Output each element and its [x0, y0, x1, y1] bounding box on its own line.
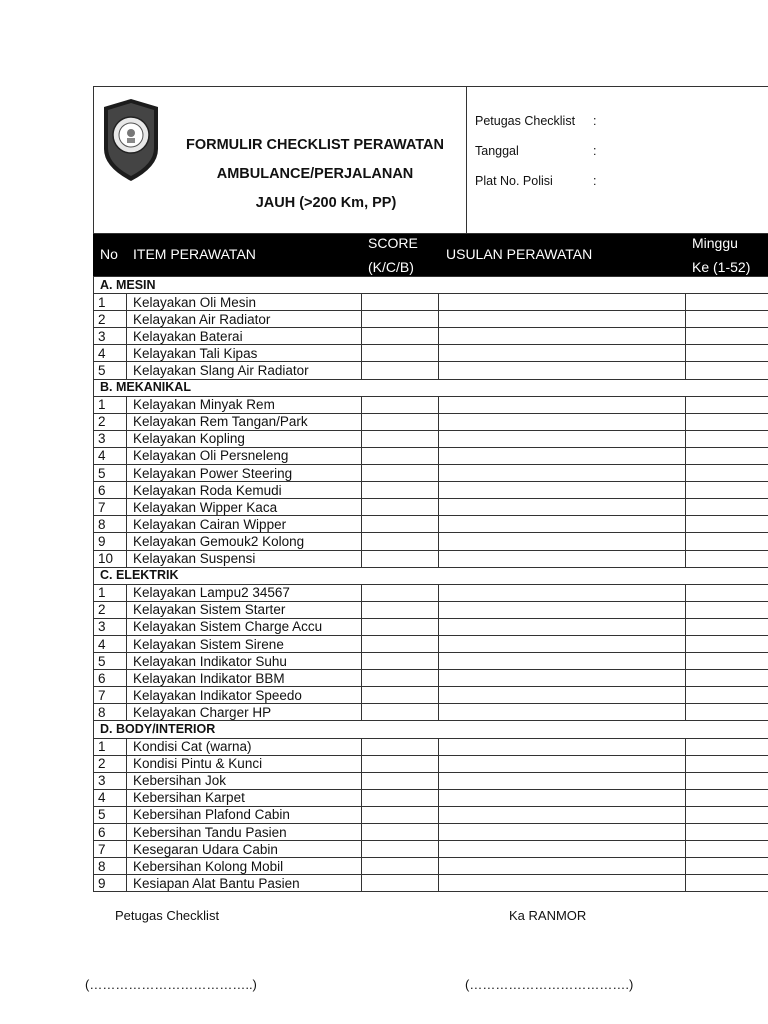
table-row	[94, 738, 768, 755]
table-row	[94, 670, 768, 687]
usulan-cell[interactable]	[439, 362, 686, 379]
row-no: 1	[94, 738, 127, 755]
row-item: Kondisi Cat (warna)	[127, 738, 362, 755]
row-no: 5	[94, 465, 127, 482]
score-cell[interactable]	[362, 738, 439, 755]
table-row	[94, 328, 768, 345]
usulan-cell[interactable]	[439, 465, 686, 482]
section-title: B. MEKANIKAL	[94, 379, 362, 396]
info-label: Tanggal	[475, 144, 519, 158]
row-no: 5	[94, 806, 127, 823]
usulan-cell[interactable]	[439, 584, 686, 601]
usulan-cell[interactable]	[439, 618, 686, 635]
col-usulan: USULAN PERAWATAN	[446, 246, 593, 262]
signature-line-ka-ranmor[interactable]: (……………………………….)	[465, 977, 634, 992]
score-cell[interactable]	[362, 499, 439, 516]
usulan-cell[interactable]	[439, 311, 686, 328]
info-colon: :	[593, 174, 597, 188]
row-item: Kebersihan Tandu Pasien	[127, 824, 362, 841]
table-row	[94, 499, 768, 516]
score-cell[interactable]	[362, 482, 439, 499]
minggu-cell[interactable]	[686, 499, 768, 516]
minggu-cell[interactable]	[686, 294, 768, 311]
usulan-cell[interactable]	[439, 550, 686, 567]
minggu-cell[interactable]	[686, 824, 768, 841]
score-cell[interactable]	[362, 447, 439, 464]
row-item: Kelayakan Indikator Speedo	[127, 687, 362, 704]
score-cell[interactable]	[362, 806, 439, 823]
usulan-cell[interactable]	[439, 789, 686, 806]
section-title: D. BODY/INTERIOR	[94, 721, 362, 738]
row-item: Kelayakan Baterai	[127, 328, 362, 345]
row-item: Kelayakan Power Steering	[127, 465, 362, 482]
row-no: 9	[94, 875, 127, 892]
table-row	[94, 687, 768, 704]
table-row	[94, 584, 768, 601]
row-no: 2	[94, 755, 127, 772]
row-item: Kesiapan Alat Bantu Pasien	[127, 875, 362, 892]
usulan-cell[interactable]	[439, 738, 686, 755]
row-no: 2	[94, 601, 127, 618]
score-cell[interactable]	[362, 755, 439, 772]
section-row	[94, 567, 768, 584]
usulan-cell[interactable]	[439, 806, 686, 823]
row-no: 3	[94, 618, 127, 635]
row-item: Kesegaran Udara Cabin	[127, 841, 362, 858]
score-cell[interactable]	[362, 396, 439, 413]
score-cell[interactable]	[362, 550, 439, 567]
table-row	[94, 806, 768, 823]
score-cell[interactable]	[362, 635, 439, 652]
minggu-cell[interactable]	[686, 550, 768, 567]
minggu-cell[interactable]	[686, 465, 768, 482]
score-cell[interactable]	[362, 618, 439, 635]
minggu-cell[interactable]	[686, 328, 768, 345]
usulan-cell[interactable]	[439, 482, 686, 499]
section-spacer	[362, 277, 768, 294]
row-item: Kelayakan Lampu2 34567	[127, 584, 362, 601]
minggu-cell[interactable]	[686, 635, 768, 652]
section-row	[94, 721, 768, 738]
score-cell[interactable]	[362, 584, 439, 601]
minggu-cell[interactable]	[686, 396, 768, 413]
score-cell[interactable]	[362, 841, 439, 858]
row-item: Kelayakan Tali Kipas	[127, 345, 362, 362]
table-row	[94, 294, 768, 311]
row-no: 2	[94, 311, 127, 328]
checklist-table	[93, 276, 768, 892]
score-cell[interactable]	[362, 653, 439, 670]
minggu-cell[interactable]	[686, 584, 768, 601]
row-item: Kebersihan Karpet	[127, 789, 362, 806]
row-item: Kebersihan Kolong Mobil	[127, 858, 362, 875]
row-no: 2	[94, 413, 127, 430]
minggu-cell[interactable]	[686, 447, 768, 464]
table-row	[94, 465, 768, 482]
minggu-cell[interactable]	[686, 516, 768, 533]
table-row	[94, 824, 768, 841]
form-title-line-3: JAUH (>200 Km, PP)	[255, 195, 397, 211]
row-no: 8	[94, 704, 127, 721]
col-minggu-line-1: Minggu	[692, 235, 738, 251]
minggu-cell[interactable]	[686, 482, 768, 499]
row-item: Kelayakan Cairan Wipper	[127, 516, 362, 533]
table-row	[94, 482, 768, 499]
row-no: 4	[94, 635, 127, 652]
table-row	[94, 601, 768, 618]
row-item: Kelayakan Kopling	[127, 430, 362, 447]
row-item: Kelayakan Slang Air Radiator	[127, 362, 362, 379]
col-score-line-2: (K/C/B)	[368, 259, 414, 275]
score-cell[interactable]	[362, 516, 439, 533]
section-row	[94, 379, 768, 396]
usulan-cell[interactable]	[439, 516, 686, 533]
usulan-cell[interactable]	[439, 447, 686, 464]
row-no: 1	[94, 584, 127, 601]
checklist-form	[93, 86, 768, 892]
table-row	[94, 430, 768, 447]
table-row	[94, 413, 768, 430]
usulan-cell[interactable]	[439, 653, 686, 670]
table-row	[94, 875, 768, 892]
row-no: 3	[94, 772, 127, 789]
row-item: Kelayakan Air Radiator	[127, 311, 362, 328]
section-spacer	[362, 379, 768, 396]
row-no: 4	[94, 789, 127, 806]
table-row	[94, 704, 768, 721]
form-header	[93, 86, 768, 234]
usulan-cell[interactable]	[439, 858, 686, 875]
info-colon: :	[593, 144, 597, 158]
minggu-cell[interactable]	[686, 601, 768, 618]
score-cell[interactable]	[362, 704, 439, 721]
score-cell[interactable]	[362, 345, 439, 362]
table-row	[94, 755, 768, 772]
col-no: No	[100, 246, 118, 262]
minggu-cell[interactable]	[686, 704, 768, 721]
minggu-cell[interactable]	[686, 841, 768, 858]
score-cell[interactable]	[362, 789, 439, 806]
table-row	[94, 653, 768, 670]
row-no: 7	[94, 499, 127, 516]
row-item: Kelayakan Indikator Suhu	[127, 653, 362, 670]
minggu-cell[interactable]	[686, 755, 768, 772]
row-item: Kelayakan Minyak Rem	[127, 396, 362, 413]
row-no: 8	[94, 516, 127, 533]
col-score-line-1: SCORE	[368, 235, 418, 251]
row-item: Kelayakan Rem Tangan/Park	[127, 413, 362, 430]
score-cell[interactable]	[362, 601, 439, 618]
row-item: Kelayakan Sistem Starter	[127, 601, 362, 618]
usulan-cell[interactable]	[439, 396, 686, 413]
info-petugas-checklist[interactable]	[475, 114, 597, 128]
usulan-cell[interactable]	[439, 755, 686, 772]
usulan-cell[interactable]	[439, 772, 686, 789]
row-item: Kebersihan Plafond Cabin	[127, 806, 362, 823]
minggu-cell[interactable]	[686, 618, 768, 635]
row-no: 6	[94, 824, 127, 841]
signature-line-petugas[interactable]: (………………………………..)	[85, 977, 257, 992]
signature-label-petugas: Petugas Checklist	[115, 908, 220, 923]
col-minggu-line-2: Ke (1-52)	[692, 259, 751, 275]
table-row	[94, 841, 768, 858]
row-item: Kelayakan Gemouk2 Kolong	[127, 533, 362, 550]
row-no: 1	[94, 396, 127, 413]
row-item: Kelayakan Oli Persneleng	[127, 447, 362, 464]
row-no: 6	[94, 482, 127, 499]
row-item: Kebersihan Jok	[127, 772, 362, 789]
section-spacer	[362, 567, 768, 584]
minggu-cell[interactable]	[686, 875, 768, 892]
usulan-cell[interactable]	[439, 294, 686, 311]
police-shield-logo-icon	[100, 97, 162, 183]
usulan-cell[interactable]	[439, 430, 686, 447]
section-spacer	[362, 721, 768, 738]
usulan-cell[interactable]	[439, 345, 686, 362]
row-no: 5	[94, 653, 127, 670]
table-row	[94, 858, 768, 875]
row-item: Kelayakan Wipper Kaca	[127, 499, 362, 516]
score-cell[interactable]	[362, 687, 439, 704]
table-row	[94, 789, 768, 806]
score-cell[interactable]	[362, 311, 439, 328]
info-label: Petugas Checklist	[475, 114, 576, 128]
row-no: 6	[94, 670, 127, 687]
table-row	[94, 635, 768, 652]
row-item: Kelayakan Roda Kemudi	[127, 482, 362, 499]
usulan-cell[interactable]	[439, 824, 686, 841]
score-cell[interactable]	[362, 430, 439, 447]
signature-label-ka-ranmor: Ka RANMOR	[509, 908, 587, 923]
row-no: 4	[94, 447, 127, 464]
table-row	[94, 516, 768, 533]
usulan-cell[interactable]	[439, 328, 686, 345]
usulan-cell[interactable]	[439, 635, 686, 652]
usulan-cell[interactable]	[439, 687, 686, 704]
score-cell[interactable]	[362, 328, 439, 345]
score-cell[interactable]	[362, 772, 439, 789]
score-cell[interactable]	[362, 875, 439, 892]
row-no: 3	[94, 328, 127, 345]
minggu-cell[interactable]	[686, 311, 768, 328]
minggu-cell[interactable]	[686, 533, 768, 550]
minggu-cell[interactable]	[686, 806, 768, 823]
usulan-cell[interactable]	[439, 601, 686, 618]
row-no: 7	[94, 687, 127, 704]
minggu-cell[interactable]	[686, 430, 768, 447]
row-no: 8	[94, 858, 127, 875]
minggu-cell[interactable]	[686, 738, 768, 755]
score-cell[interactable]	[362, 858, 439, 875]
row-no: 4	[94, 345, 127, 362]
score-cell[interactable]	[362, 465, 439, 482]
form-title-line-2: AMBULANCE/PERJALANAN	[216, 166, 414, 182]
table-header	[93, 234, 768, 276]
table-row	[94, 550, 768, 567]
row-item: Kelayakan Charger HP	[127, 704, 362, 721]
usulan-cell[interactable]	[439, 704, 686, 721]
usulan-cell[interactable]	[439, 670, 686, 687]
minggu-cell[interactable]	[686, 789, 768, 806]
row-item: Kelayakan Sistem Sirene	[127, 635, 362, 652]
minggu-cell[interactable]	[686, 345, 768, 362]
table-row	[94, 533, 768, 550]
row-no: 9	[94, 533, 127, 550]
usulan-cell[interactable]	[439, 499, 686, 516]
minggu-cell[interactable]	[686, 858, 768, 875]
section-title: A. MESIN	[94, 277, 362, 294]
row-item: Kelayakan Indikator BBM	[127, 670, 362, 687]
table-row	[94, 311, 768, 328]
row-no: 3	[94, 430, 127, 447]
usulan-cell[interactable]	[439, 533, 686, 550]
form-title-line-1: FORMULIR CHECKLIST PERAWATAN	[185, 137, 445, 153]
score-cell[interactable]	[362, 413, 439, 430]
info-tanggal[interactable]	[475, 144, 597, 158]
row-item: Kelayakan Sistem Charge Accu	[127, 618, 362, 635]
row-item: Kelayakan Suspensi	[127, 550, 362, 567]
minggu-cell[interactable]	[686, 670, 768, 687]
row-no: 7	[94, 841, 127, 858]
minggu-cell[interactable]	[686, 413, 768, 430]
usulan-cell[interactable]	[439, 841, 686, 858]
info-label: Plat No. Polisi	[475, 174, 553, 188]
score-cell[interactable]	[362, 533, 439, 550]
table-row	[94, 362, 768, 379]
row-no: 10	[94, 550, 127, 567]
minggu-cell[interactable]	[686, 653, 768, 670]
row-item: Kelayakan Oli Mesin	[127, 294, 362, 311]
usulan-cell[interactable]	[439, 875, 686, 892]
section-title: C. ELEKTRIK	[94, 567, 362, 584]
table-row	[94, 618, 768, 635]
score-cell[interactable]	[362, 362, 439, 379]
form-title	[166, 131, 464, 218]
minggu-cell[interactable]	[686, 362, 768, 379]
section-row	[94, 277, 768, 294]
row-no: 1	[94, 294, 127, 311]
score-cell[interactable]	[362, 670, 439, 687]
col-item: ITEM PERAWATAN	[133, 246, 256, 262]
minggu-cell[interactable]	[686, 687, 768, 704]
table-row	[94, 345, 768, 362]
row-no: 5	[94, 362, 127, 379]
info-panel	[466, 87, 768, 233]
table-row	[94, 396, 768, 413]
score-cell[interactable]	[362, 294, 439, 311]
usulan-cell[interactable]	[439, 413, 686, 430]
info-plat-no-polisi[interactable]	[475, 174, 597, 188]
info-colon: :	[593, 114, 597, 128]
table-row	[94, 447, 768, 464]
row-item: Kondisi Pintu & Kunci	[127, 755, 362, 772]
score-cell[interactable]	[362, 824, 439, 841]
table-row	[94, 772, 768, 789]
minggu-cell[interactable]	[686, 772, 768, 789]
